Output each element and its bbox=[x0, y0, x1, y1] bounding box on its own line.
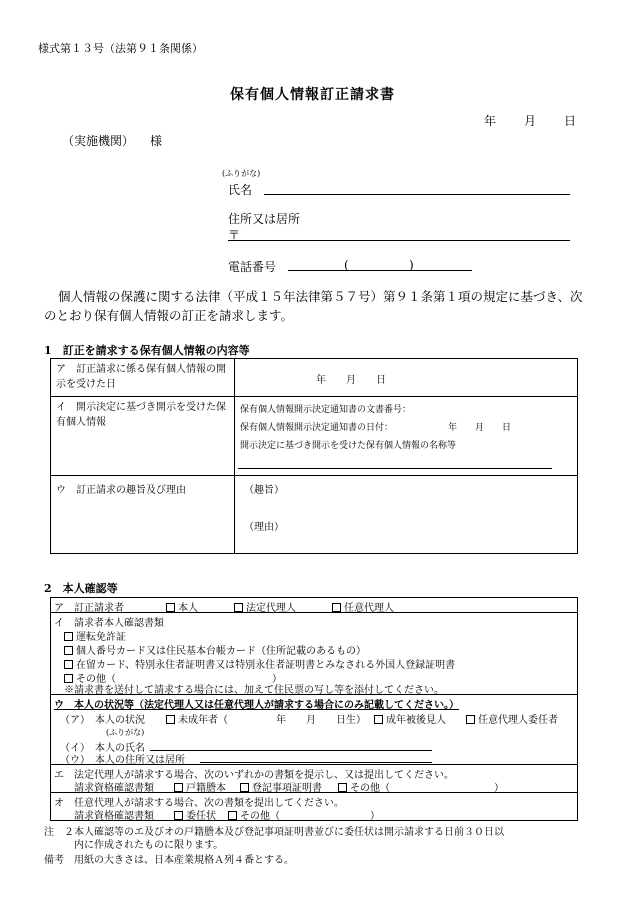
footnote-line2: 内に作成されたものに限ります。 bbox=[74, 840, 224, 851]
page-title: 保有個人情報訂正請求書 bbox=[230, 87, 395, 103]
applicant-phone-field[interactable] bbox=[288, 270, 472, 271]
checkbox-icon[interactable] bbox=[374, 715, 383, 724]
id-doc-option-license[interactable]: 運転免許証 bbox=[64, 628, 126, 643]
voluntary-rep-option-other[interactable]: その他（ bbox=[228, 807, 280, 822]
section1-notice-date[interactable]: 年 月 日 bbox=[448, 423, 512, 433]
id-doc-option-mynumber[interactable]: 個人番号カード又は住民基本台帳カード（住所記載のあるもの） bbox=[64, 642, 366, 657]
date-month-label: 月 bbox=[524, 114, 537, 128]
legal-rep-option-registry[interactable]: 登記事項証明書 bbox=[240, 779, 322, 794]
section2-person-status-title: ウ 本人の状況等（法定代理人又は任意代理人が請求する場合にのみ記載してください。） bbox=[54, 700, 459, 711]
checkbox-icon[interactable] bbox=[166, 715, 175, 724]
checkbox-icon[interactable] bbox=[234, 603, 243, 612]
person-address-field[interactable] bbox=[200, 762, 432, 763]
legal-rep-option-koseki[interactable]: 戸籍謄本 bbox=[174, 779, 226, 794]
voluntary-rep-docs-label: 請求資格確認書類 bbox=[74, 811, 154, 822]
status-option-adult-ward[interactable]: 成年被後見人 bbox=[374, 711, 446, 726]
voluntary-rep-other-close: ） bbox=[370, 811, 380, 822]
section1-info-name-field[interactable] bbox=[238, 468, 552, 469]
applicant-phone-label: 電話番号 bbox=[228, 260, 277, 274]
phone-paren-open: ( bbox=[344, 258, 349, 272]
checkbox-icon[interactable] bbox=[166, 603, 175, 612]
id-doc-mail-note: ※請求書を送付して請求する場合には、加えて住民票の写し等を添付してください。 bbox=[64, 685, 444, 696]
date-year-label: 年 bbox=[484, 114, 497, 128]
applicant-name-label: 氏名 bbox=[228, 183, 253, 197]
form-number: 様式第１３号（法第９１条関係） bbox=[38, 42, 203, 55]
footnote-line1: 注 ２本人確認等のエ及びオの戸籍謄本及び登記事項証明書並びに委任状は開示請求する日前３０日以 bbox=[44, 827, 504, 838]
person-address-label: （ウ） 本人の住所又は居所 bbox=[60, 755, 185, 766]
section2-legal-rep-title: エ 法定代理人が請求する場合、次のいずれかの書類を提示し、又は提出してください。 bbox=[54, 770, 454, 781]
postal-mark: 〒 bbox=[228, 228, 241, 242]
voluntary-rep-option-proxy[interactable]: 委任状 bbox=[174, 807, 216, 822]
section1-info-name-label: 開示決定に基づき開示を受けた保有個人情報の名称等 bbox=[240, 441, 457, 451]
section1-column-divider bbox=[234, 358, 235, 554]
remarks: 備考 用紙の大きさは、日本産業規格Ａ列４番とする。 bbox=[44, 855, 294, 866]
section1-row-divider bbox=[50, 475, 578, 476]
section2-requester-label: ア 訂正請求者 bbox=[54, 603, 124, 614]
section1-row-u-label: ウ 訂正請求の趣旨及び理由 bbox=[56, 485, 186, 496]
requester-option-voluntary-rep[interactable]: 任意代理人 bbox=[332, 599, 394, 614]
section1-row-a-date[interactable]: 年 月 日 bbox=[316, 375, 386, 386]
checkbox-icon[interactable] bbox=[174, 783, 183, 792]
checkbox-icon[interactable] bbox=[466, 715, 475, 724]
recipient-honorific: 様 bbox=[150, 134, 163, 148]
applicant-address-field[interactable] bbox=[228, 240, 570, 241]
person-furigana: (ふりがな) bbox=[106, 728, 145, 737]
legal-rep-docs-label: 請求資格確認書類 bbox=[74, 783, 154, 794]
person-status-label: （ア） 本人の状況 bbox=[60, 715, 145, 726]
section2-id-docs-title: イ 請求者本人確認書類 bbox=[54, 618, 164, 629]
checkbox-icon[interactable] bbox=[64, 632, 73, 641]
section1-row-a-label: ア 訂正請求に係る保有個人情報の開示を受けた日 bbox=[56, 364, 226, 390]
person-name-label: （イ） 本人の氏名 bbox=[60, 743, 145, 754]
section2-heading: 2 本人確認等 bbox=[44, 582, 118, 595]
legal-rep-option-other[interactable]: その他（ bbox=[338, 779, 390, 794]
section1-heading: 1 訂正を請求する保有個人情報の内容等 bbox=[44, 344, 250, 357]
checkbox-icon[interactable] bbox=[64, 646, 73, 655]
person-name-field[interactable] bbox=[150, 750, 432, 751]
checkbox-icon[interactable] bbox=[64, 660, 73, 669]
section1-row-i-label: イ 開示決定に基づき開示を受けた保有個人情報 bbox=[56, 402, 226, 428]
recipient-agency: （実施機関） bbox=[62, 134, 135, 148]
id-doc-option-other[interactable]: その他（ bbox=[64, 670, 116, 685]
checkbox-icon[interactable] bbox=[174, 811, 183, 820]
section1-reason-label: （理由） bbox=[244, 522, 284, 533]
section2-voluntary-rep-title: オ 任意代理人が請求する場合、次の書類を提出してください。 bbox=[54, 798, 344, 809]
applicant-address-label: 住所又は居所 bbox=[228, 212, 301, 226]
applicant-name-field[interactable] bbox=[264, 194, 570, 195]
section1-row-divider bbox=[50, 396, 578, 397]
legal-rep-other-close: ） bbox=[494, 783, 504, 794]
checkbox-icon[interactable] bbox=[240, 783, 249, 792]
checkbox-icon[interactable] bbox=[338, 783, 347, 792]
section1-doc-number-label: 保有個人情報開示決定通知書の文書番号： bbox=[240, 405, 412, 415]
requester-option-legal-rep[interactable]: 法定代理人 bbox=[234, 599, 296, 614]
phone-paren-close: ) bbox=[409, 258, 414, 272]
status-option-minor[interactable]: 未成年者（ bbox=[166, 711, 228, 726]
id-doc-other-close: ） bbox=[272, 674, 282, 685]
status-option-principal[interactable]: 任意代理人委任者 bbox=[466, 711, 558, 726]
section2-row-divider bbox=[50, 612, 578, 613]
intro-paragraph: 個人情報の保護に関する法律（平成１５年法律第５７号）第９１条第１項の規定に基づき、次のとおり保有個人情報の訂正を請求します。 bbox=[44, 289, 583, 323]
requester-option-self[interactable]: 本人 bbox=[166, 599, 198, 614]
applicant-furigana: (ふりがな) bbox=[222, 169, 261, 178]
checkbox-icon[interactable] bbox=[332, 603, 341, 612]
section1-purpose-label: （趣旨） bbox=[244, 485, 284, 496]
checkbox-icon[interactable] bbox=[228, 811, 237, 820]
status-minor-birthdate[interactable]: 年 月 日生） bbox=[276, 715, 366, 726]
id-doc-option-residence-card[interactable]: 在留カード、特別永住者証明書又は特別永住者証明書とみなされる外国人登録証明書 bbox=[64, 656, 455, 671]
section1-notice-date-label: 保有個人情報開示決定通知書の日付： bbox=[240, 423, 394, 433]
date-day-label: 日 bbox=[564, 114, 577, 128]
